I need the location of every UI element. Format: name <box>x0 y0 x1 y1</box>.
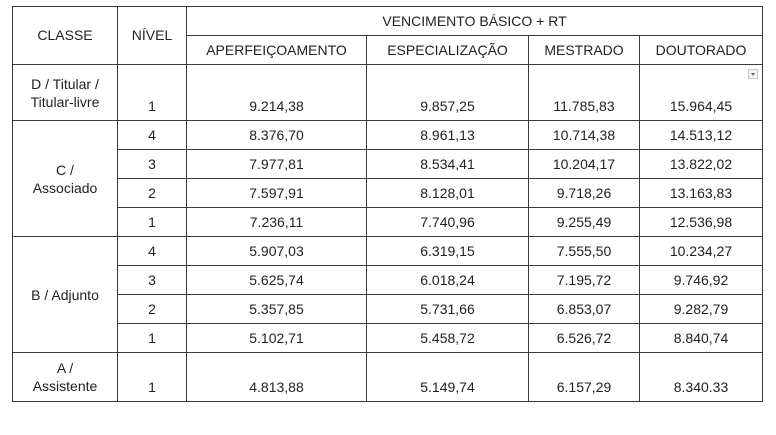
value-cell: 7.236,11 <box>187 208 367 237</box>
value-cell: 7.740,96 <box>367 208 529 237</box>
classe-cell <box>13 237 118 353</box>
value-cell: 9.282,79 <box>640 295 763 324</box>
value-cell: 5.731,66 <box>367 295 529 324</box>
value-cell: 9.746,92 <box>640 266 763 295</box>
header-row-top <box>13 7 763 36</box>
value-cell: 8.534,41 <box>367 150 529 179</box>
nivel-cell: 4 <box>118 237 187 266</box>
value-cell: 6.853,07 <box>529 295 640 324</box>
value-cell: 10.204,17 <box>529 150 640 179</box>
value-cell: 9.718,26 <box>529 179 640 208</box>
value-cell: 8.340.33 <box>640 353 763 402</box>
value-cell: 6.018,24 <box>367 266 529 295</box>
header-nivel: NÍVEL <box>118 7 187 65</box>
classe-cell <box>13 121 118 237</box>
nivel-cell: 1 <box>118 353 187 402</box>
nivel-cell: 1 <box>118 65 187 121</box>
classe-label-line: C / <box>56 161 74 178</box>
value-cell: 8.961,13 <box>367 121 529 150</box>
header-doutorado: DOUTORADO <box>640 36 763 65</box>
table-row <box>13 324 763 353</box>
value-cell: 5.907,03 <box>187 237 367 266</box>
header-group: VENCIMENTO BÁSICO + RT <box>187 7 763 36</box>
table-row <box>13 295 763 324</box>
header-mestrado: MESTRADO <box>529 36 640 65</box>
value-cell: 4.813,88 <box>187 353 367 402</box>
value-cell: 7.555,50 <box>529 237 640 266</box>
nivel-cell: 2 <box>118 295 187 324</box>
classe-label-line: D / Titular / <box>31 75 99 92</box>
value-cell: 5.357,85 <box>187 295 367 324</box>
classe-label-line: B / Adjunto <box>31 286 99 303</box>
value-cell: 9.857,25 <box>367 65 529 121</box>
header-classe: CLASSE <box>13 7 118 65</box>
salary-table <box>12 6 763 402</box>
value-cell: 13.822,02 <box>640 150 763 179</box>
table-row <box>13 266 763 295</box>
table-row <box>13 208 763 237</box>
nivel-cell: 1 <box>118 324 187 353</box>
value-cell: 10.234,27 <box>640 237 763 266</box>
nivel-cell: 1 <box>118 208 187 237</box>
header-aperfeicoamento: APERFEIÇOAMENTO <box>187 36 367 65</box>
value-cell: 6.526,72 <box>529 324 640 353</box>
value-cell: 9.214,38 <box>187 65 367 121</box>
value-text: 15.964,45 <box>669 98 733 114</box>
header-especializacao: ESPECIALIZAÇÃO <box>367 36 529 65</box>
value-cell: 11.785,83 <box>529 65 640 121</box>
value-cell: 8.376,70 <box>187 121 367 150</box>
classe-cell <box>13 353 118 402</box>
value-cell: 8.128,01 <box>367 179 529 208</box>
classe-label-line: Assistente <box>32 378 98 394</box>
value-cell: 5.149,74 <box>367 353 529 402</box>
table-row <box>13 150 763 179</box>
nivel-cell: 3 <box>118 266 187 295</box>
value-cell: 6.157,29 <box>529 353 640 402</box>
value-cell: 13.163,83 <box>640 179 763 208</box>
nivel-cell: 4 <box>118 121 187 150</box>
classe-label-line: Associado <box>32 179 98 196</box>
classe-label-line: Titular-livre <box>30 93 100 110</box>
value-cell: 8.840,74 <box>640 324 763 353</box>
table-row <box>13 353 763 402</box>
value-cell: 10.714,38 <box>529 121 640 150</box>
value-cell: 7.195,72 <box>529 266 640 295</box>
value-cell: 7.597,91 <box>187 179 367 208</box>
classe-label-line: A / <box>56 360 74 376</box>
table-row <box>13 237 763 266</box>
value-cell: 7.977,81 <box>187 150 367 179</box>
table-row <box>13 65 763 121</box>
value-cell: 9.255,49 <box>529 208 640 237</box>
classe-cell <box>13 65 118 121</box>
value-cell: 6.319,15 <box>367 237 529 266</box>
table-row <box>13 121 763 150</box>
chevron-down-icon[interactable] <box>748 69 758 79</box>
value-cell: 12.536,98 <box>640 208 763 237</box>
value-cell: 5.458,72 <box>367 324 529 353</box>
nivel-cell: 2 <box>118 179 187 208</box>
value-cell: 5.625,74 <box>187 266 367 295</box>
value-cell: 14.513,12 <box>640 121 763 150</box>
value-cell: 5.102,71 <box>187 324 367 353</box>
nivel-cell: 3 <box>118 150 187 179</box>
value-cell-doutorado <box>640 65 763 121</box>
table-row <box>13 179 763 208</box>
